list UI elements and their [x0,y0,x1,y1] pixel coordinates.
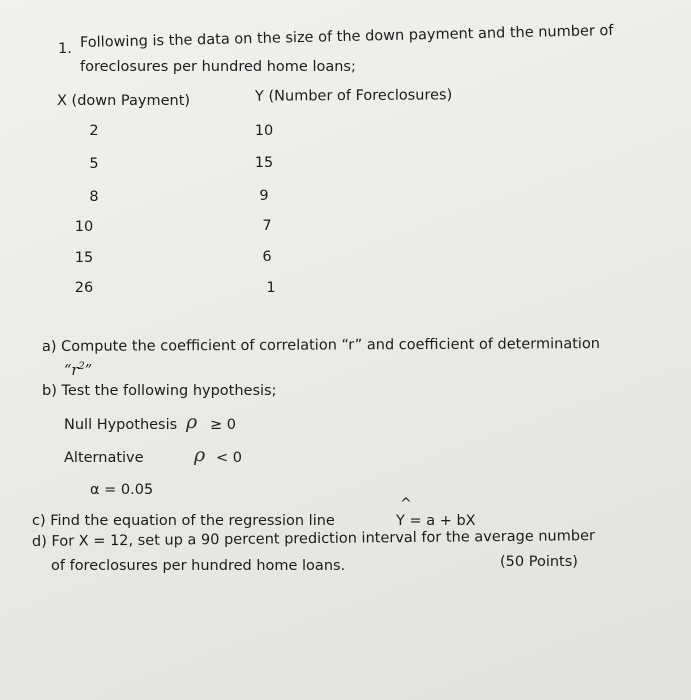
part-a-line-1: a) Compute the coefficient of correlation “r” and coefficient of determination [41,336,601,355]
alpha-line: α = 0.05 [90,482,154,498]
part-d-line-2: of foreclosures per hundred home loans. [51,558,346,574]
table-cell-x: 8 [89,189,99,205]
table-cell-y: 7 [262,218,272,234]
r-squared-close: ” [84,362,93,379]
null-hypothesis-label: Null Hypothesis [64,417,178,433]
table-y-header: Y (Number of Foreclosures) [254,87,453,105]
regression-equation: Y = a + bX [396,513,476,529]
part-d-line-1: d) For X = 12, set up a 90 percent prediction interval for the average number [31,528,595,550]
part-c-line: c) Find the equation of the regression line [32,513,335,529]
table-cell-y: 6 [262,249,272,265]
part-a-line-2 [64,358,92,380]
table-cell-y: 1 [266,280,276,296]
null-hypothesis-relation: ≥ 0 [210,417,236,433]
r-squared-open: “r [64,362,79,379]
table-cell-x: 10 [74,219,94,235]
rho-symbol: ρ [194,444,206,466]
table-cell-y: 10 [254,123,274,139]
table-cell-y: 15 [254,155,274,171]
question-number: 1. [58,41,72,57]
part-b-line: b) Test the following hypothesis; [42,383,277,399]
alternative-relation: < 0 [216,450,242,466]
table-cell-x: 5 [89,156,99,172]
question-intro-line-1: Following is the data on the size of the down payment and the number of [79,22,614,51]
table-x-header: X (down Payment) [57,93,191,109]
alternative-label: Alternative [64,450,144,466]
points-label: (50 Points) [500,554,578,570]
table-cell-x: 15 [74,250,94,266]
rho-symbol: ρ [186,411,198,433]
table-cell-x: 26 [74,280,94,296]
table-cell-y: 9 [259,188,269,204]
question-intro-line-2: foreclosures per hundred home loans; [80,59,356,75]
r-squared-exponent: 2 [78,361,85,372]
table-cell-x: 2 [89,123,99,139]
y-hat-caret: ^ [400,496,412,512]
